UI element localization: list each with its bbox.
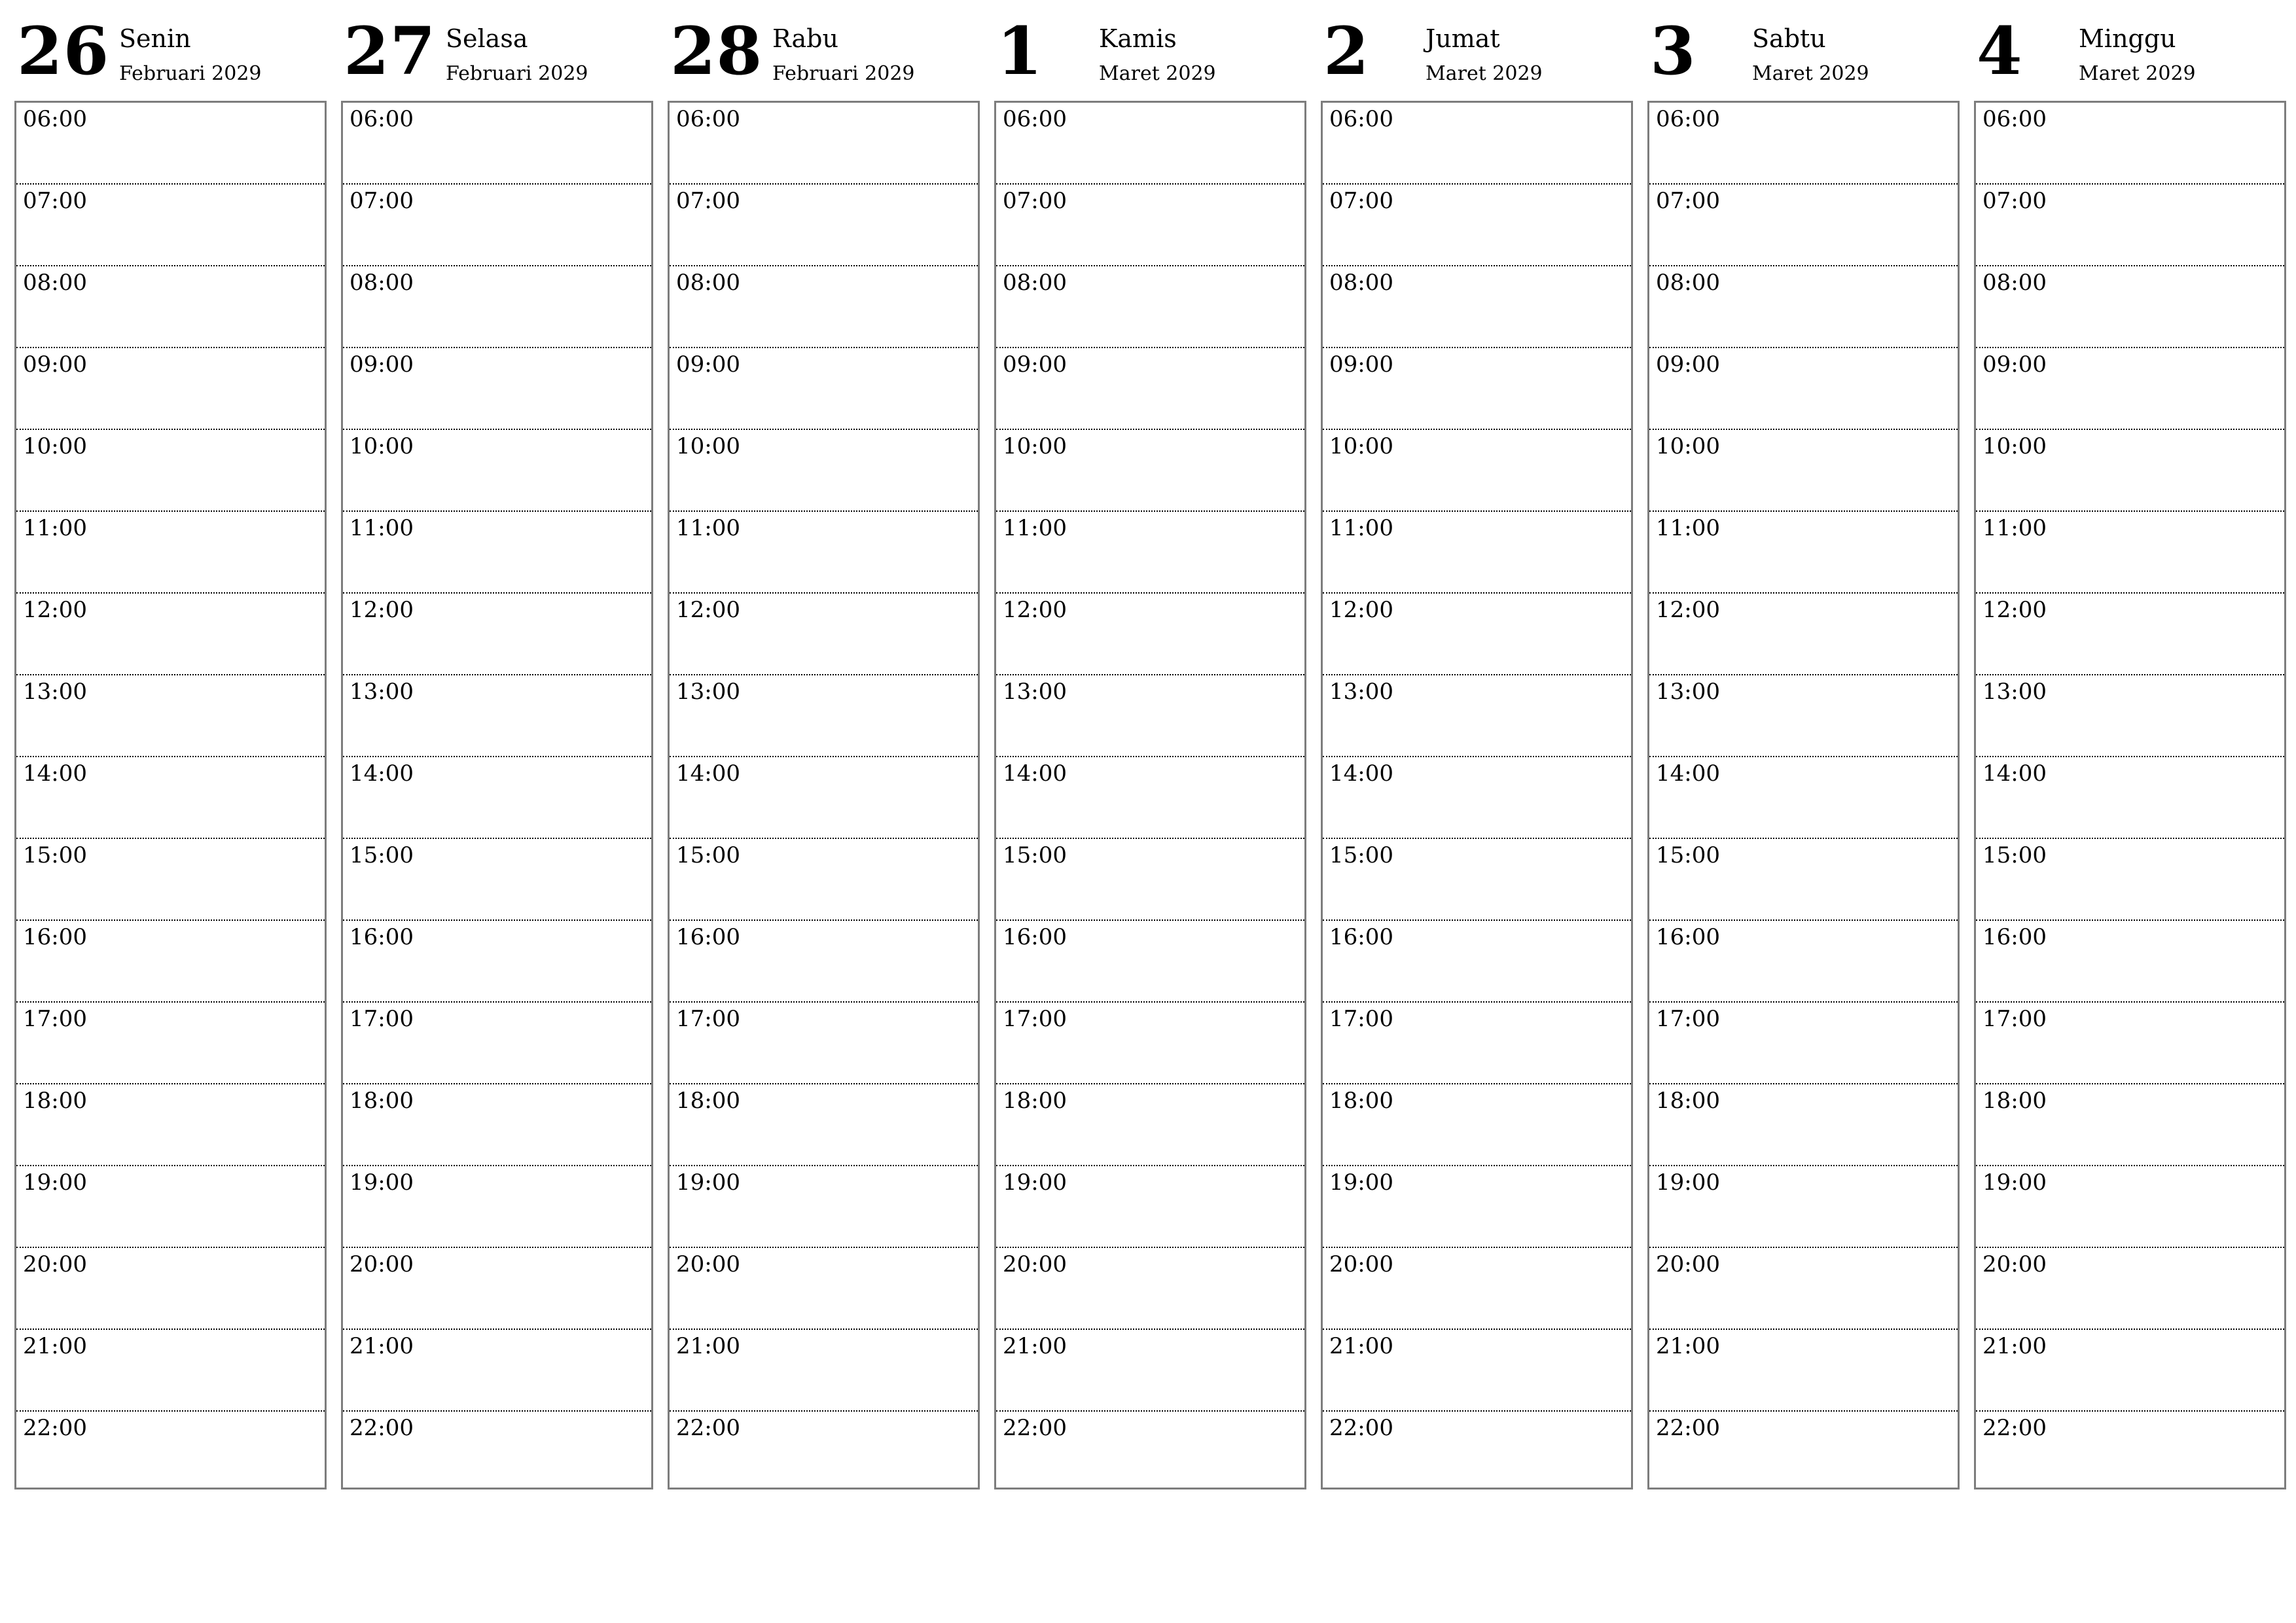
- time-slot[interactable]: [670, 1084, 978, 1166]
- day-number: 27: [344, 12, 437, 90]
- time-slot[interactable]: [670, 1003, 978, 1084]
- time-slot[interactable]: [1649, 1166, 1958, 1248]
- day-schedule-box: [1321, 101, 1633, 1489]
- time-slot[interactable]: [1323, 921, 1631, 1003]
- time-slot[interactable]: [1976, 1248, 2284, 1330]
- time-label: 07:00: [1329, 188, 1393, 214]
- time-slot[interactable]: [996, 757, 1304, 839]
- time-slot[interactable]: [343, 430, 651, 512]
- time-label: 11:00: [1656, 515, 1720, 541]
- time-label: 17:00: [1003, 1006, 1067, 1032]
- time-slot[interactable]: [1649, 1003, 1958, 1084]
- time-label: 11:00: [23, 515, 87, 541]
- time-slot[interactable]: [1649, 675, 1958, 757]
- time-slot[interactable]: [343, 594, 651, 675]
- day-number: 3: [1650, 12, 1696, 90]
- day-column: [1647, 0, 1960, 1505]
- month-year: Maret 2029: [1099, 62, 1216, 85]
- time-label: 16:00: [676, 924, 740, 950]
- time-label: 08:00: [23, 270, 87, 296]
- time-slot[interactable]: [16, 103, 325, 185]
- time-label: 21:00: [1656, 1333, 1720, 1359]
- time-label: 21:00: [23, 1333, 87, 1359]
- time-label: 17:00: [23, 1006, 87, 1032]
- day-column: [1321, 0, 1633, 1505]
- time-label: 14:00: [350, 760, 414, 787]
- time-label: 06:00: [1329, 106, 1393, 132]
- time-label: 10:00: [1982, 433, 2047, 459]
- time-label: 15:00: [1003, 842, 1067, 868]
- time-slot[interactable]: [16, 1166, 325, 1248]
- time-label: 12:00: [1982, 597, 2047, 623]
- time-slot[interactable]: [1323, 1248, 1631, 1330]
- time-label: 06:00: [23, 106, 87, 132]
- time-slot[interactable]: [670, 430, 978, 512]
- time-label: 13:00: [350, 679, 414, 705]
- time-slot[interactable]: [16, 512, 325, 594]
- time-label: 16:00: [1656, 924, 1720, 950]
- time-slot[interactable]: [1976, 921, 2284, 1003]
- time-label: 09:00: [1003, 351, 1067, 378]
- time-label: 08:00: [1982, 270, 2047, 296]
- day-number: 26: [17, 12, 110, 90]
- time-label: 10:00: [1656, 433, 1720, 459]
- time-label: 11:00: [1003, 515, 1067, 541]
- time-label: 18:00: [1329, 1088, 1393, 1114]
- time-slot[interactable]: [1976, 103, 2284, 185]
- time-slot[interactable]: [996, 1166, 1304, 1248]
- time-label: 21:00: [1329, 1333, 1393, 1359]
- time-label: 17:00: [1329, 1006, 1393, 1032]
- time-slot[interactable]: [996, 839, 1304, 921]
- time-slot[interactable]: [1976, 1412, 2284, 1488]
- time-label: 19:00: [1982, 1169, 2047, 1196]
- time-label: 18:00: [350, 1088, 414, 1114]
- time-label: 22:00: [350, 1415, 414, 1441]
- time-slot[interactable]: [1976, 757, 2284, 839]
- time-label: 11:00: [1329, 515, 1393, 541]
- time-slot[interactable]: [1976, 1330, 2284, 1412]
- day-number: 28: [670, 12, 763, 90]
- day-header: [1974, 0, 2286, 101]
- time-slot[interactable]: [1649, 1084, 1958, 1166]
- weekday-name: Senin: [119, 24, 191, 53]
- time-slot[interactable]: [343, 1412, 651, 1488]
- time-label: 06:00: [350, 106, 414, 132]
- time-slot[interactable]: [996, 921, 1304, 1003]
- day-header: [1321, 0, 1633, 101]
- time-label: 12:00: [1656, 597, 1720, 623]
- time-label: 09:00: [1656, 351, 1720, 378]
- time-slot[interactable]: [16, 757, 325, 839]
- time-slot[interactable]: [1649, 1412, 1958, 1488]
- time-label: 13:00: [676, 679, 740, 705]
- time-label: 09:00: [350, 351, 414, 378]
- month-year: Maret 2029: [1752, 62, 1869, 85]
- time-slot[interactable]: [1323, 430, 1631, 512]
- month-year: Maret 2029: [2079, 62, 2196, 85]
- time-label: 13:00: [23, 679, 87, 705]
- time-label: 17:00: [350, 1006, 414, 1032]
- day-header: [994, 0, 1306, 101]
- day-schedule-box: [1974, 101, 2286, 1489]
- time-label: 19:00: [1003, 1169, 1067, 1196]
- time-label: 12:00: [350, 597, 414, 623]
- time-slot[interactable]: [670, 594, 978, 675]
- time-slot[interactable]: [996, 266, 1304, 348]
- time-slot[interactable]: [1323, 348, 1631, 430]
- time-label: 11:00: [350, 515, 414, 541]
- time-label: 07:00: [23, 188, 87, 214]
- time-label: 08:00: [1656, 270, 1720, 296]
- day-schedule-box: [341, 101, 653, 1489]
- time-slot[interactable]: [343, 757, 651, 839]
- time-slot[interactable]: [343, 348, 651, 430]
- time-slot[interactable]: [1976, 185, 2284, 266]
- day-number: 2: [1323, 12, 1370, 90]
- time-slot[interactable]: [16, 921, 325, 1003]
- time-slot[interactable]: [343, 921, 651, 1003]
- time-label: 09:00: [676, 351, 740, 378]
- time-slot[interactable]: [1976, 512, 2284, 594]
- time-slot[interactable]: [1976, 839, 2284, 921]
- time-slot[interactable]: [343, 839, 651, 921]
- time-slot[interactable]: [1323, 1084, 1631, 1166]
- time-label: 12:00: [1329, 597, 1393, 623]
- time-slot[interactable]: [1649, 594, 1958, 675]
- day-number: 4: [1977, 12, 2023, 90]
- time-slot[interactable]: [996, 1003, 1304, 1084]
- time-label: 20:00: [23, 1251, 87, 1277]
- time-slot[interactable]: [343, 1003, 651, 1084]
- time-slot[interactable]: [670, 1166, 978, 1248]
- time-label: 06:00: [1003, 106, 1067, 132]
- time-label: 06:00: [1656, 106, 1720, 132]
- time-label: 12:00: [1003, 597, 1067, 623]
- time-slot[interactable]: [996, 185, 1304, 266]
- time-slot[interactable]: [1323, 1330, 1631, 1412]
- time-label: 06:00: [1982, 106, 2047, 132]
- time-slot[interactable]: [16, 1003, 325, 1084]
- time-slot[interactable]: [343, 1084, 651, 1166]
- day-column: [1974, 0, 2286, 1505]
- time-label: 19:00: [23, 1169, 87, 1196]
- time-slot[interactable]: [343, 512, 651, 594]
- time-slot[interactable]: [1976, 1084, 2284, 1166]
- time-slot[interactable]: [16, 185, 325, 266]
- time-slot[interactable]: [670, 512, 978, 594]
- time-label: 18:00: [1656, 1088, 1720, 1114]
- time-slot[interactable]: [1323, 512, 1631, 594]
- time-label: 18:00: [676, 1088, 740, 1114]
- time-slot[interactable]: [1976, 594, 2284, 675]
- weekday-name: Rabu: [772, 24, 838, 53]
- time-label: 14:00: [676, 760, 740, 787]
- time-label: 07:00: [1656, 188, 1720, 214]
- time-label: 11:00: [676, 515, 740, 541]
- time-slot[interactable]: [996, 1330, 1304, 1412]
- time-slot[interactable]: [1976, 1003, 2284, 1084]
- time-label: 07:00: [1982, 188, 2047, 214]
- day-column: [341, 0, 653, 1505]
- time-label: 19:00: [1329, 1169, 1393, 1196]
- time-label: 10:00: [1003, 433, 1067, 459]
- time-slot[interactable]: [996, 103, 1304, 185]
- time-slot[interactable]: [670, 1412, 978, 1488]
- day-header: [668, 0, 980, 101]
- time-slot[interactable]: [996, 1412, 1304, 1488]
- time-slot[interactable]: [16, 1412, 325, 1488]
- time-label: 13:00: [1329, 679, 1393, 705]
- time-slot[interactable]: [1323, 757, 1631, 839]
- time-label: 14:00: [1656, 760, 1720, 787]
- time-slot[interactable]: [996, 348, 1304, 430]
- time-label: 19:00: [1656, 1169, 1720, 1196]
- time-slot[interactable]: [1323, 594, 1631, 675]
- time-slot[interactable]: [1323, 675, 1631, 757]
- time-slot[interactable]: [16, 1248, 325, 1330]
- time-label: 14:00: [1329, 760, 1393, 787]
- time-label: 22:00: [23, 1415, 87, 1441]
- time-slot[interactable]: [996, 430, 1304, 512]
- time-label: 13:00: [1003, 679, 1067, 705]
- time-label: 21:00: [1003, 1333, 1067, 1359]
- time-label: 16:00: [1982, 924, 2047, 950]
- time-slot[interactable]: [1323, 839, 1631, 921]
- time-slot[interactable]: [343, 1330, 651, 1412]
- time-label: 16:00: [350, 924, 414, 950]
- day-schedule-box: [1647, 101, 1960, 1489]
- time-label: 20:00: [1982, 1251, 2047, 1277]
- time-slot[interactable]: [343, 1248, 651, 1330]
- time-label: 15:00: [1982, 842, 2047, 868]
- time-slot[interactable]: [670, 675, 978, 757]
- time-slot[interactable]: [343, 1166, 651, 1248]
- time-label: 19:00: [350, 1169, 414, 1196]
- time-label: 20:00: [1003, 1251, 1067, 1277]
- time-slot[interactable]: [670, 103, 978, 185]
- time-slot[interactable]: [670, 266, 978, 348]
- time-slot[interactable]: [670, 839, 978, 921]
- time-label: 12:00: [676, 597, 740, 623]
- time-label: 15:00: [350, 842, 414, 868]
- day-header: [1647, 0, 1960, 101]
- month-year: Maret 2029: [1426, 62, 1543, 85]
- time-slot[interactable]: [1976, 348, 2284, 430]
- time-label: 07:00: [350, 188, 414, 214]
- time-label: 08:00: [1329, 270, 1393, 296]
- weekly-planner: [14, 0, 2288, 1505]
- time-label: 11:00: [1982, 515, 2047, 541]
- time-label: 09:00: [23, 351, 87, 378]
- time-slot[interactable]: [1649, 757, 1958, 839]
- month-year: Februari 2029: [446, 62, 588, 85]
- time-slot[interactable]: [343, 103, 651, 185]
- time-slot[interactable]: [1649, 185, 1958, 266]
- time-label: 18:00: [1003, 1088, 1067, 1114]
- time-slot[interactable]: [1976, 266, 2284, 348]
- weekday-name: Minggu: [2079, 24, 2176, 53]
- time-slot[interactable]: [16, 266, 325, 348]
- time-label: 10:00: [23, 433, 87, 459]
- time-slot[interactable]: [16, 594, 325, 675]
- time-label: 18:00: [1982, 1088, 2047, 1114]
- time-slot[interactable]: [16, 1330, 325, 1412]
- time-label: 20:00: [1656, 1251, 1720, 1277]
- time-label: 21:00: [676, 1333, 740, 1359]
- time-label: 16:00: [1329, 924, 1393, 950]
- time-label: 16:00: [23, 924, 87, 950]
- time-label: 19:00: [676, 1169, 740, 1196]
- time-label: 22:00: [1329, 1415, 1393, 1441]
- time-slot[interactable]: [1649, 430, 1958, 512]
- time-slot[interactable]: [670, 921, 978, 1003]
- time-slot[interactable]: [1649, 1330, 1958, 1412]
- time-slot[interactable]: [16, 430, 325, 512]
- time-label: 16:00: [1003, 924, 1067, 950]
- time-slot[interactable]: [1323, 185, 1631, 266]
- time-slot[interactable]: [1323, 1166, 1631, 1248]
- time-slot[interactable]: [1323, 1003, 1631, 1084]
- day-header: [14, 0, 327, 101]
- time-label: 14:00: [1982, 760, 2047, 787]
- day-schedule-box: [994, 101, 1306, 1489]
- time-slot[interactable]: [996, 512, 1304, 594]
- time-slot[interactable]: [343, 266, 651, 348]
- time-label: 07:00: [676, 188, 740, 214]
- time-label: 07:00: [1003, 188, 1067, 214]
- time-label: 18:00: [23, 1088, 87, 1114]
- time-slot[interactable]: [996, 1084, 1304, 1166]
- time-slot[interactable]: [1323, 266, 1631, 348]
- time-label: 12:00: [23, 597, 87, 623]
- time-slot[interactable]: [1976, 675, 2284, 757]
- time-slot[interactable]: [16, 839, 325, 921]
- time-label: 15:00: [23, 842, 87, 868]
- time-label: 21:00: [1982, 1333, 2047, 1359]
- time-slot[interactable]: [1649, 839, 1958, 921]
- time-slot[interactable]: [1649, 921, 1958, 1003]
- time-label: 22:00: [676, 1415, 740, 1441]
- time-label: 14:00: [23, 760, 87, 787]
- time-label: 15:00: [676, 842, 740, 868]
- time-slot[interactable]: [670, 757, 978, 839]
- time-slot[interactable]: [1323, 1412, 1631, 1488]
- time-label: 15:00: [1656, 842, 1720, 868]
- time-slot[interactable]: [670, 1248, 978, 1330]
- time-slot[interactable]: [1976, 1166, 2284, 1248]
- day-number: 1: [997, 12, 1043, 90]
- time-label: 22:00: [1656, 1415, 1720, 1441]
- day-schedule-box: [668, 101, 980, 1489]
- time-slot[interactable]: [996, 1248, 1304, 1330]
- time-label: 10:00: [676, 433, 740, 459]
- time-slot[interactable]: [996, 594, 1304, 675]
- time-slot[interactable]: [1649, 512, 1958, 594]
- month-year: Februari 2029: [772, 62, 915, 85]
- time-label: 20:00: [676, 1251, 740, 1277]
- month-year: Februari 2029: [119, 62, 262, 85]
- time-slot[interactable]: [1323, 103, 1631, 185]
- time-slot[interactable]: [670, 348, 978, 430]
- day-column: [668, 0, 980, 1505]
- time-label: 15:00: [1329, 842, 1393, 868]
- time-slot[interactable]: [670, 185, 978, 266]
- time-label: 20:00: [1329, 1251, 1393, 1277]
- time-label: 22:00: [1982, 1415, 2047, 1441]
- weekday-name: Sabtu: [1752, 24, 1826, 53]
- day-schedule-box: [14, 101, 327, 1489]
- time-label: 10:00: [350, 433, 414, 459]
- time-label: 17:00: [1656, 1006, 1720, 1032]
- time-slot[interactable]: [996, 675, 1304, 757]
- time-slot[interactable]: [16, 348, 325, 430]
- time-label: 21:00: [350, 1333, 414, 1359]
- time-label: 08:00: [1003, 270, 1067, 296]
- time-label: 20:00: [350, 1251, 414, 1277]
- day-column: [14, 0, 327, 1505]
- time-label: 09:00: [1982, 351, 2047, 378]
- time-slot[interactable]: [16, 675, 325, 757]
- time-label: 14:00: [1003, 760, 1067, 787]
- time-slot[interactable]: [1649, 103, 1958, 185]
- time-slot[interactable]: [343, 185, 651, 266]
- time-slot[interactable]: [16, 1084, 325, 1166]
- weekday-name: Selasa: [446, 24, 528, 53]
- time-label: 06:00: [676, 106, 740, 132]
- time-slot[interactable]: [1976, 430, 2284, 512]
- time-label: 13:00: [1656, 679, 1720, 705]
- time-slot[interactable]: [1649, 1248, 1958, 1330]
- time-label: 13:00: [1982, 679, 2047, 705]
- time-label: 09:00: [1329, 351, 1393, 378]
- weekday-name: Jumat: [1426, 24, 1500, 53]
- time-label: 17:00: [676, 1006, 740, 1032]
- time-label: 10:00: [1329, 433, 1393, 459]
- time-slot[interactable]: [670, 1330, 978, 1412]
- time-label: 17:00: [1982, 1006, 2047, 1032]
- time-label: 22:00: [1003, 1415, 1067, 1441]
- time-label: 08:00: [676, 270, 740, 296]
- day-header: [341, 0, 653, 101]
- weekday-name: Kamis: [1099, 24, 1177, 53]
- time-slot[interactable]: [343, 675, 651, 757]
- time-label: 08:00: [350, 270, 414, 296]
- time-slot[interactable]: [1649, 348, 1958, 430]
- day-column: [994, 0, 1306, 1505]
- time-slot[interactable]: [1649, 266, 1958, 348]
